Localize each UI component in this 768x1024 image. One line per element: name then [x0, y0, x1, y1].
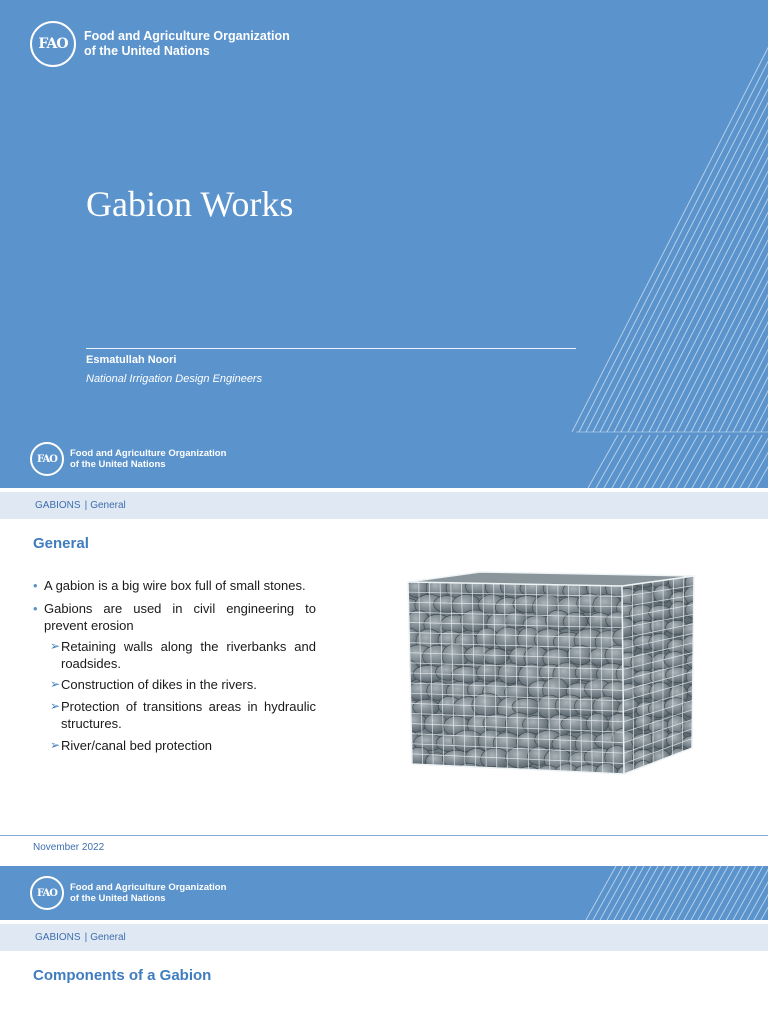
org-name-line2: of the United Nations: [70, 459, 166, 470]
stripe-line: [747, 866, 768, 920]
bullet-item: [33, 578, 316, 595]
stone-shape: [652, 765, 673, 784]
stone-shape: [484, 649, 509, 665]
stripe-line: [620, 435, 650, 488]
author-affiliation: National Irrigation Design Engineers: [86, 373, 263, 385]
stripe-line: [635, 40, 768, 432]
bullet-dot-icon: •: [33, 600, 38, 616]
arrow-bullet-icon: ➢: [50, 699, 61, 714]
org-name-line1: Food and Agriculture Organization: [70, 881, 227, 893]
breadcrumb-subsection: General: [90, 932, 126, 943]
stripe-line: [588, 435, 618, 488]
stripe-line: [604, 435, 634, 488]
stone-shape: [563, 613, 587, 631]
stripe-line: [600, 40, 768, 432]
sub-bullet-item: [33, 699, 316, 733]
gabion-image: [402, 568, 698, 784]
fao-org-name: [70, 882, 226, 905]
stripe-line: [719, 40, 768, 432]
stripe-line: [572, 40, 768, 432]
sub-bullet-text: Construction of dikes in the rivers.: [61, 677, 257, 693]
stripe-line: [586, 40, 768, 432]
stone-shape: [413, 699, 440, 715]
stone-shape: [434, 765, 462, 784]
stripe-line: [660, 435, 690, 488]
fao-logo-small: [30, 442, 226, 476]
stripe-line: [712, 40, 768, 432]
bullet-item: [33, 601, 316, 635]
stripe-line: [740, 40, 768, 432]
bullet-dot-icon: •: [33, 578, 38, 593]
stripe-line: [628, 435, 658, 488]
stripe-line: [636, 435, 666, 488]
bullet-text: A gabion is a big wire box full of small stones.: [44, 578, 306, 593]
org-name-line1: Food and Agriculture Organization: [84, 29, 290, 43]
sub-bullet-text: Retaining walls along the riverbanks and roadsides.: [61, 638, 316, 671]
stripe-line: [684, 435, 714, 488]
breadcrumb-section: GABIONS: [35, 932, 81, 943]
stone-shape: [416, 769, 446, 784]
stone-shape: [402, 764, 424, 783]
sub-bullet-text: River/canal bed protection: [61, 738, 213, 754]
stripe-line: [670, 40, 768, 432]
breadcrumb-separator: |: [84, 932, 88, 943]
fao-emblem-icon: FAO: [30, 876, 64, 910]
author-name: Esmatullah Noori: [86, 354, 177, 366]
stripe-line: [621, 40, 768, 432]
footer-divider: [0, 835, 768, 836]
components-slide-header: [0, 866, 768, 920]
fao-emblem-icon: FAO: [30, 21, 76, 67]
stripe-line: [649, 40, 768, 432]
stone-shape: [667, 763, 687, 780]
fao-logo-small: [30, 876, 226, 910]
stone-shape: [649, 605, 672, 620]
stripe-line: [579, 40, 768, 432]
stripe-line: [668, 435, 698, 488]
org-name-line1: Food and Agriculture Organization: [70, 447, 227, 459]
stripe-line: [747, 40, 768, 432]
stripe-line: [684, 40, 768, 432]
stripe-line: [656, 40, 768, 432]
arrow-bullet-icon: ➢: [50, 638, 61, 653]
stripe-line: [652, 435, 682, 488]
stripe-line: [724, 435, 754, 488]
stripe-line: [761, 40, 768, 432]
breadcrumb-section: GABIONS: [35, 500, 81, 511]
sub-bullet-text: Protection of transitions areas in hydraulic structures.: [61, 699, 316, 732]
stripe-line: [726, 40, 768, 432]
stone-shape: [512, 698, 540, 715]
stripe-line: [596, 435, 626, 488]
stripe-line: [612, 435, 642, 488]
section-breadcrumb: [0, 924, 768, 951]
sub-bullet-item: [33, 738, 316, 755]
stripe-line: [698, 40, 768, 432]
fao-org-name: [84, 29, 290, 59]
stone-shape: [687, 764, 698, 783]
arrow-bullet-icon: ➢: [50, 677, 61, 692]
general-slide: [0, 490, 768, 866]
fao-emblem-icon: FAO: [30, 442, 64, 476]
title-slide: [0, 0, 768, 488]
stripe-line: [740, 435, 768, 488]
stripe-line: [677, 40, 768, 432]
stripe-line: [708, 435, 738, 488]
stone-shape: [490, 768, 522, 784]
stone-shape: [555, 764, 580, 784]
stripe-line: [676, 435, 706, 488]
fao-org-name: [70, 448, 226, 471]
slide-heading: General: [33, 535, 89, 552]
stripe-line: [716, 435, 746, 488]
breadcrumb-separator: |: [84, 500, 88, 511]
title-divider: [86, 348, 576, 349]
components-slide: [0, 922, 768, 1024]
stone-shape: [477, 766, 506, 784]
footer-date: November 2022: [33, 842, 105, 853]
stripe-line: [700, 435, 730, 488]
stripe-line: [628, 40, 768, 432]
section-breadcrumb: [0, 492, 768, 519]
sub-bullet-item: [33, 677, 316, 694]
org-name-line2: of the United Nations: [70, 893, 166, 904]
presentation-title: Gabion Works: [86, 184, 294, 224]
bullet-list: [33, 578, 316, 760]
arrow-bullet-icon: ➢: [50, 738, 61, 753]
decorative-stripes: [0, 0, 768, 488]
stone-shape: [404, 713, 427, 732]
slide-heading: Components of a Gabion: [33, 967, 212, 984]
stripe-line: [732, 435, 762, 488]
stripe-line: [607, 40, 768, 432]
stripe-line: [644, 435, 674, 488]
stripe-line: [692, 435, 722, 488]
bullet-text: Gabions are used in civil engineering to prevent erosion: [44, 600, 316, 633]
breadcrumb-subsection: General: [90, 500, 126, 511]
stone-shape: [586, 714, 608, 734]
sub-bullet-item: [33, 639, 316, 673]
fao-logo: [30, 21, 290, 67]
org-name-line2: of the United Nations: [84, 44, 210, 58]
